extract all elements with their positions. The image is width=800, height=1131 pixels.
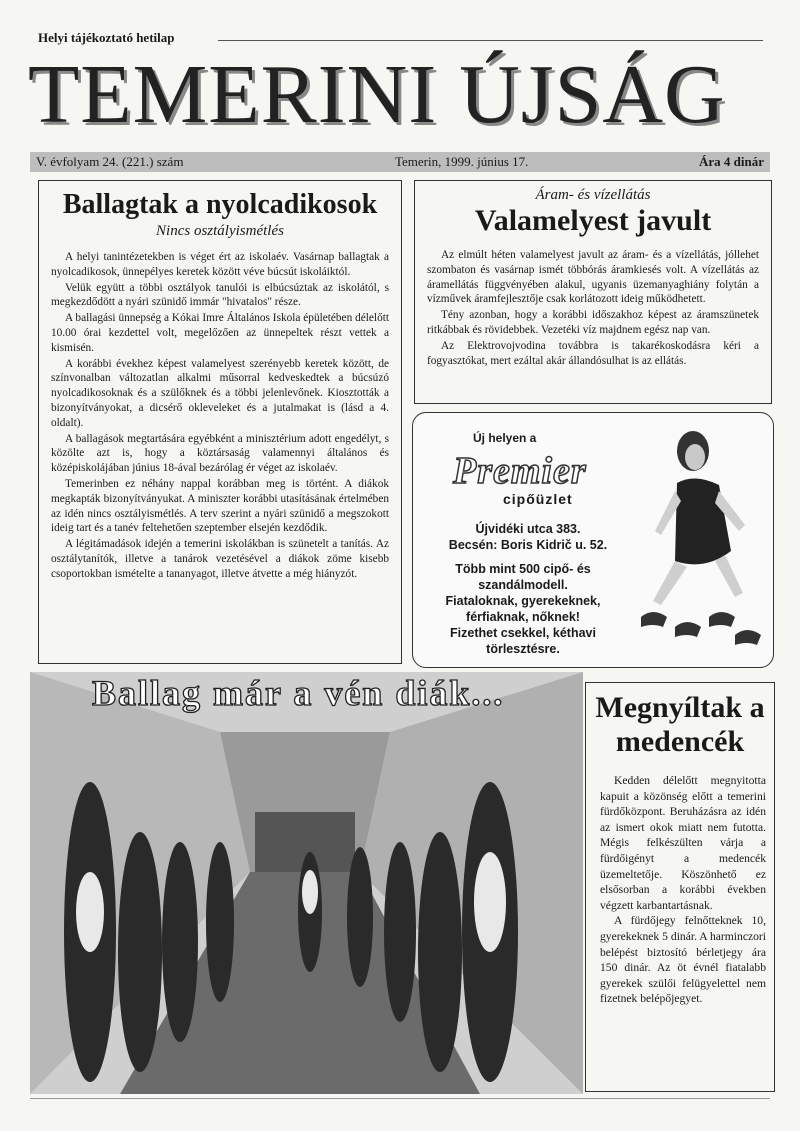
tagline: Helyi tájékoztató hetilap xyxy=(38,30,175,45)
ad-detail-line: Fizethet csekkel, kéthavi törlesztésre. xyxy=(450,626,596,656)
hallway-scene xyxy=(30,672,583,1094)
ad-brand-sub: cipőüzlet xyxy=(503,491,573,507)
ad-brand: Premier xyxy=(453,450,587,492)
article-graduation-title: Ballagtak a nyolcadikosok xyxy=(62,189,378,220)
paragraph: A ballagási ünnepség a Kókai Imre Általános Iskola épületében délelőtt 10.00 órai kezdettel volt, megelőzően az ünnepeltek részt vettek a kismisén. xyxy=(51,312,389,354)
article-graduation xyxy=(38,180,402,664)
article-utilities-body xyxy=(415,238,771,368)
article-pools-body xyxy=(586,759,774,1007)
model-illustration xyxy=(635,421,767,661)
article-graduation-subtitle: Nincs osztályismétlés xyxy=(156,223,284,239)
paragraph: A ballagások megtartására egyébként a minisztérium adott engedélyt, s közölte azt is, hogy a köztársaság valamennyi általános és középiskolájában június 18-ával bezárólag ér véget az iskolaév. xyxy=(51,432,389,475)
footer-rule xyxy=(30,1098,770,1099)
photo-caption-title: Ballag már a vén diák... xyxy=(92,673,505,713)
paragraph: Temerinben ez néhány nappal korábban meg is történt. A diákok megkapták bizonyítványukat. A miniszter korábbi utasításának értelmében az idén nincs osztályismétlés. A terv szerint a nyári szünidő a megszokott ideig tart és a tanév feltehetően szeptember elsején kezdődik. xyxy=(51,477,389,535)
ad-address-line: Becsén: Boris Kidrič u. 52. xyxy=(448,538,608,552)
ad-address-line: Újvidéki utca 383. xyxy=(475,522,581,536)
graduation-photo xyxy=(30,672,583,1094)
issue-price: Ára 4 dinár xyxy=(699,154,764,169)
ad-detail-line: Több mint 500 cipő- és szandálmodell. xyxy=(455,562,591,592)
ad-intro: Új helyen a xyxy=(473,431,537,445)
issue-date: Temerin, 1999. június 17. xyxy=(395,154,529,169)
article-utilities xyxy=(414,180,772,404)
issue-volume: V. évfolyam 24. (221.) szám xyxy=(36,154,184,169)
ad-detail-line: Fiataloknak, gyerekeknek, férfiaknak, nőknek! xyxy=(445,594,601,624)
paragraph: A helyi tanintézetekben is véget ért az iskolaév. Vasárnap ballagtak a nyolcadikosok, ünnepélyes keretek között véve búcsút iskoláiktól. xyxy=(51,251,389,278)
article-utilities-kicker: Áram- és vízellátás xyxy=(535,187,651,203)
article-utilities-title: Valamelyest javult xyxy=(474,204,712,237)
paragraph: Kedden délelőtt megnyitotta kapuit a közönség előtt a temerini fürdőközpont. Beruházásra az idén az ismert okok miatt nem futotta. Mégis felkészülten várja a fürdőigényt a medencék üzemeltetője. Köszönhető ez elsősorban a korábbi években végzett karbantartásnak. xyxy=(600,774,766,912)
paragraph: A légitámadások idején a temerini iskolákban is szünetelt a tanítás. Az osztálytanítók, illetve a tanárok vezetésével a diákok zöme kisebb csoportokban ismételte a tananyagot, illetve átvette a még hiányzót. xyxy=(51,538,389,580)
paragraph: A fürdőjegy felnőtteknek 10, gyerekeknek 5 dinár. A harminczori belépést biztosító bérletjegy ára 150 dinár. Az öt évnél fiatalabb gyerekek szülői felügyelettel nem fizetnek belépőjegyet. xyxy=(600,914,766,1006)
article-graduation-body xyxy=(39,240,401,582)
paragraph: Velük együtt a többi osztályok tanulói is elbúcsúztak az iskolától, s megkezdődött a nyári szünidő immár "hivatalos" része. xyxy=(51,281,389,309)
article-pools-title: Megnyíltak a medencék xyxy=(595,691,765,758)
paragraph: A korábbi évekhez képest valamelyest szerényebb keretek között, de színvonalban változatlan alkalmi műsorral kedveskedtek a búcsúzó nyolcadikosoknak és a szülőknek és a többi jelenlevőnek. Kiosztották a bizonyítványokat, a dicsérő okleveleket és a jutalmakat is (lásd a 4. oldalt). xyxy=(51,357,389,429)
masthead-title: TEMERINI ÚJSÁG xyxy=(28,48,726,141)
paragraph: Tény azonban, hogy a korábbi időszakhoz képest az áramszünetek ritkábbak és rövidebbek. Vezetéki víz majdnem egész nap van. xyxy=(427,309,759,336)
ad-address xyxy=(433,521,623,553)
issue-info-bar xyxy=(30,152,770,172)
paragraph: Az elmúlt héten valamelyest javult az áram- és a vízellátás, jóllehet szombaton és vasárnap ismét többórás áramkiesés volt. A vízellátás az áramellátás függvényében alakul, ugyanis üzemanyaghiány folytán a vízművek áramfejlesztője csak korlátozott ideig működhetett. xyxy=(427,249,759,306)
paragraph: Az Elektrovojvodina továbbra is takarékoskodásra kéri a fogyasztókat, mert ezáltal akár állandósulhat is az ellátás. xyxy=(427,339,759,367)
ad-details xyxy=(423,561,623,657)
shoe-store-ad xyxy=(412,412,774,668)
article-pools xyxy=(585,682,775,1092)
